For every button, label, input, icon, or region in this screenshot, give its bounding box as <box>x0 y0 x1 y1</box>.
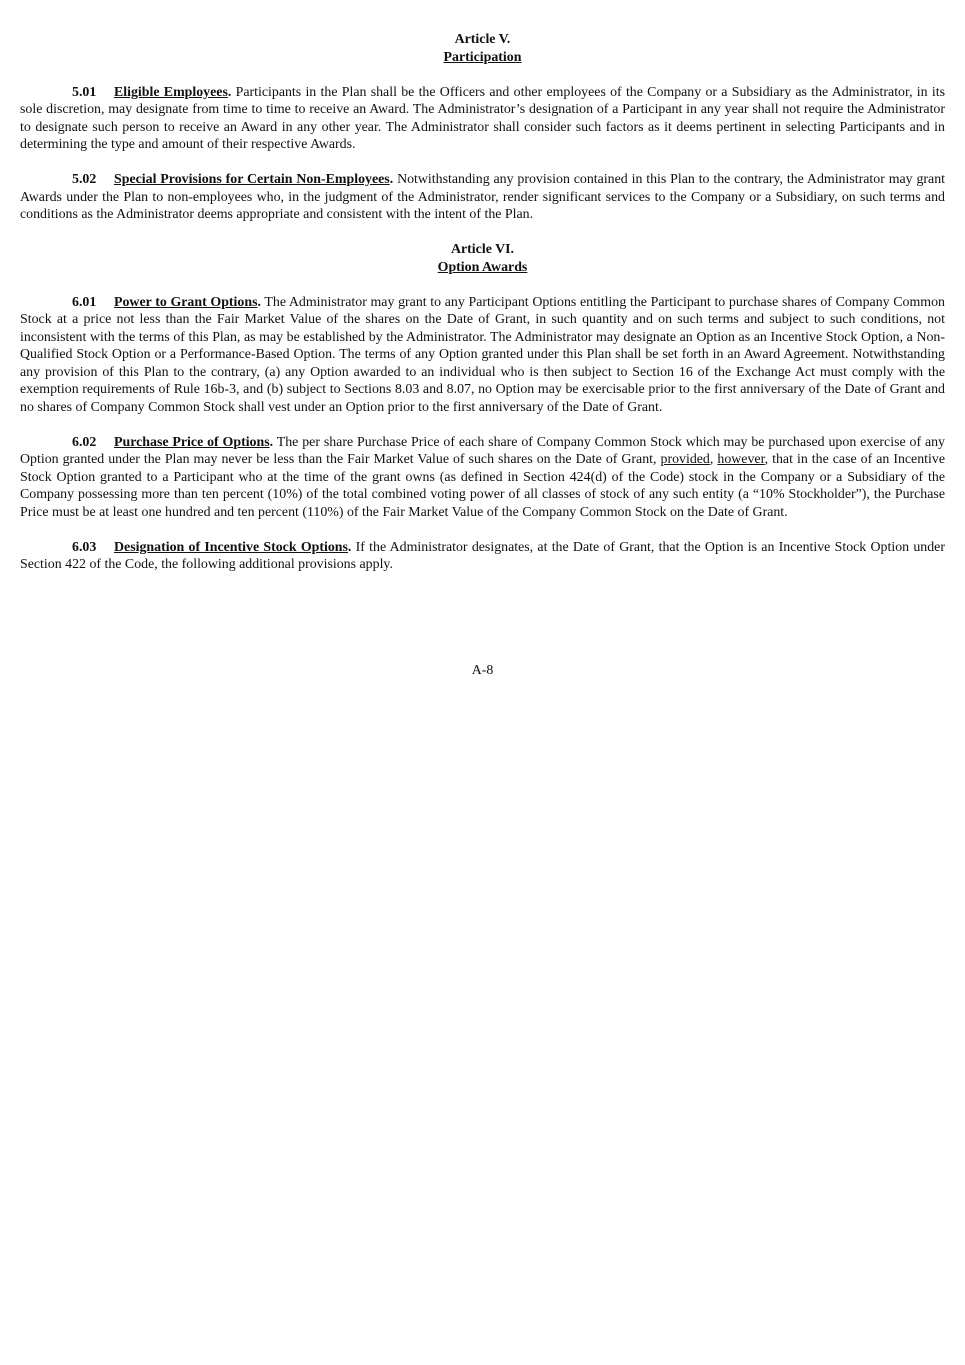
section-heading: Designation of Incentive Stock Options <box>114 539 348 555</box>
section-5-02: 5.02 Special Provisions for Certain Non-Employees. Notwithstanding any provision contained in this Plan to the contrary, the Administrator may grant Awards under the Plan to non-employees who, in the judgment of the Administrator, render significant services to the Company or a Subsidiary, on such terms and conditions as the Administrator deems appropriate and consistent with the intent of the Plan. <box>20 172 945 222</box>
article-title: Article VI. <box>450 242 514 257</box>
section-body: The Administrator may grant to any Participant Options entitling the Participant to purchase shares of Company Common Stock at a price not less than the Fair Market Value of the shares on the Date of Grant, in such quantity and on such terms and subject to such conditions, not inconsistent with the terms of this Plan, as may be established by the Administrator. The Administrator may designate an Option as an Incentive Stock Option, a Non-Qualified Stock Option or a Performance-Based Option. The terms of any Option granted under this Plan shall be set forth in an Award Agreement. Notwithstanding any provision of this Plan to the contrary, (a) any Option awarded to an individual who is then subject to Section 16 of the Exchange Act must comply with the exemption requirements of Rule 16b-3, and (b) subject to Sections 8.03 and 8.07, no Option may be exercisable prior to the first anniversary of the Date of Grant and no shares of Company Common Stock shall vest under an Option prior to the first anniversary of the Date of Grant. <box>20 294 945 415</box>
section-heading: Special Provisions for Certain Non-Employees <box>114 172 390 187</box>
section-5-01: 5.01 Eligible Employees. Participants in the Plan shall be the Officers and other employees of the Company or a Subsidiary as the Administrator, in its sole discretion, may designate from time to time to receive an Award. The Administrator’s designation of a Participant in any year shall not require the Administrator to designate such person to receive an Award in any other year. The Administrator shall consider such factors as it deems pertinent in selecting Participants and in determining the type and amount of their respective Awards. <box>20 84 945 152</box>
document-page <box>20 31 945 574</box>
however-term: however <box>717 452 765 467</box>
section-body-continued: , that in the case of an Incentive Stock Option granted to a Participant who at the time of the grant owns (as defined in Section 424(d) of the Code) stock in the Company or a Subsidiary of the Company possessing more than ten percent (10%) of the total combined voting power of all classes of stock of any such entity (a “10% Stockholder”), the Purchase Price must be at least one hundred and ten percent (110%) of the Fair Market Value of the Company Common Stock on the Date of Grant. <box>20 452 945 520</box>
section-body: The per share Purchase Price of each share of Company Common Stock which may be purchased upon exercise of any Option granted under the Plan may never be less than the Fair Market Value of such shares on the Date of Grant, <box>20 434 945 467</box>
article-vi-heading <box>20 241 945 276</box>
article-subtitle: Participation <box>443 49 522 65</box>
provided-term: provided <box>660 452 710 467</box>
section-body: If the Administrator designates, at the Date of Grant, that the Option is an Incentive Stock Option under Section 422 of the Code, the following additional provisions apply. <box>20 539 945 572</box>
comma: , <box>709 452 718 467</box>
section-number: 6.03 <box>72 539 97 555</box>
section-number: 6.01 <box>72 294 97 310</box>
article-subtitle: Option Awards <box>437 259 528 275</box>
article-title: Article V. <box>454 32 511 47</box>
page-number: A-8 <box>471 663 494 678</box>
section-6-02: 6.02 Purchase Price of Options. The per share Purchase Price of each share of Company Common Stock which may be purchased upon exercise of any Option granted under the Plan may never be less than the Fair Market Value of such shares on the Date of Grant, provided, however, that in the case of an Incentive Stock Option granted to a Participant who at the time of the grant owns (as defined in Section 424(d) of the Code) stock in the Company or a Subsidiary of the Company possessing more than ten percent (10%) of the total combined voting power of all classes of stock of any such entity (a “10% Stockholder”), the Purchase Price must be at least one hundred and ten percent (110%) of the Fair Market Value of the Company Common Stock on the Date of Grant. <box>20 434 945 520</box>
section-body: Notwithstanding any provision contained in this Plan to the contrary, the Administrator may grant Awards under the Plan to non-employees who, in the judgment of the Administrator, render significant services to the Company or a Subsidiary, on such terms and conditions as the Administrator deems appropriate and consistent with the intent of the Plan. <box>20 172 945 222</box>
section-number: 5.01 <box>72 84 97 100</box>
section-6-01: 6.01 Power to Grant Options. The Administrator may grant to any Participant Options entitling the Participant to purchase shares of Company Common Stock at a price not less than the Fair Market Value of the shares on the Date of Grant, in such quantity and on such terms and subject to such conditions, not inconsistent with the terms of this Plan, as may be established by the Administrator. The Administrator may designate an Option as an Incentive Stock Option, a Non-Qualified Stock Option or a Performance-Based Option. The terms of any Option granted under this Plan shall be set forth in an Award Agreement. Notwithstanding any provision of this Plan to the contrary, (a) any Option awarded to an individual who is then subject to Section 16 of the Exchange Act must comply with the exemption requirements of Rule 16b-3, and (b) subject to Sections 8.03 and 8.07, no Option may be exercisable prior to the first anniversary of the Date of Grant and no shares of Company Common Stock shall vest under an Option prior to the first anniversary of the Date of Grant. <box>20 294 945 415</box>
section-heading: Power to Grant Options <box>114 294 258 310</box>
section-number: 6.02 <box>72 434 97 450</box>
section-number: 5.02 <box>72 172 97 187</box>
article-v-heading <box>20 31 945 66</box>
section-heading: Eligible Employees <box>114 84 228 100</box>
section-body: Participants in the Plan shall be the Officers and other employees of the Company or a Subsidiary as the Administrator, in its sole discretion, may designate from time to time to receive an Award. The Administrator’s designation of a Participant in any year shall not require the Administrator to designate such person to receive an Award in any other year. The Administrator shall consider such factors as it deems pertinent in selecting Participants and in determining the type and amount of their respective Awards. <box>20 84 945 152</box>
section-6-03: 6.03 Designation of Incentive Stock Options. If the Administrator designates, at the Date of Grant, that the Option is an Incentive Stock Option under Section 422 of the Code, the following additional provisions apply. <box>20 539 945 572</box>
section-heading: Purchase Price of Options <box>114 434 270 450</box>
